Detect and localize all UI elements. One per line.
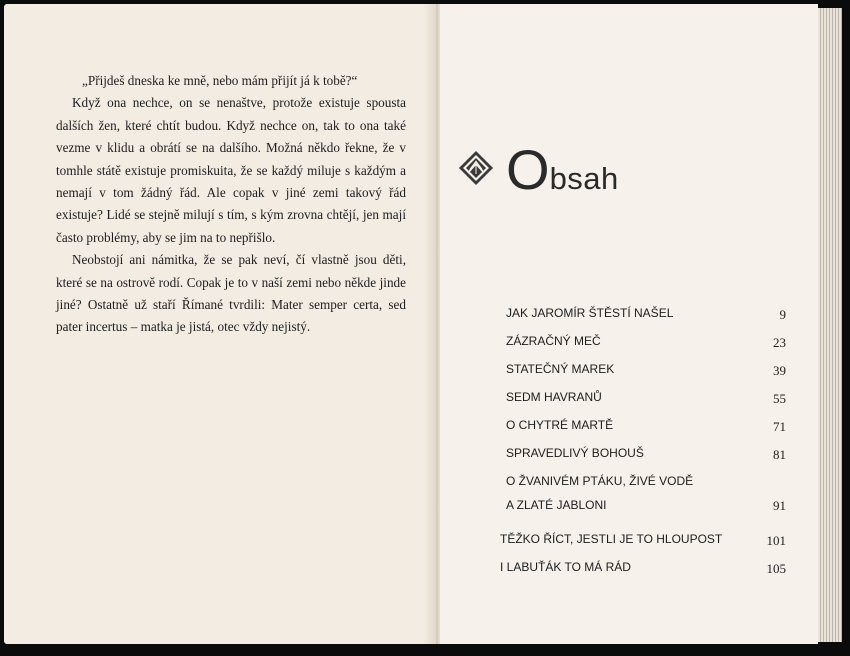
page-title [506,140,619,209]
page-edges [818,8,842,642]
toc-title: I LABUŤÁK TO MÁ RÁD [500,560,631,574]
toc-title-continued: A ZLATÉ JABLONI [506,498,607,512]
toc-page-number: 71 [773,419,786,434]
toc-title: SEDM HAVRANŮ [506,390,602,404]
diamond-book-emblem-icon [458,150,494,186]
toc-page-number: 9 [779,307,786,322]
toc-title: O CHYTRÉ MARTĚ [506,418,614,432]
toc-page-number: 81 [773,447,786,462]
left-page-text [56,70,406,339]
paragraph: Neobstojí ani námitka, že se pak neví, čí vlastně jsou děti, které se na ostrově rodí. Copak je to v naší zemi nebo někde jinde jiné? Ostatně už staří Římané tvrdili: Mater semper certa, sed pater incertus – matka je jistá, otec vždy nejistý. [56,252,406,335]
toc-page-number: 39 [773,363,786,378]
paragraph: Když ona nechce, on se nenaštve, protože existuje spousta dalších žen, které chtít budou. Když nechce on, tak to ona také vezme v klidu a obrátí se na dalšího. Možná někdo řekne, že v tomhle státě existuje promiskuita, že se každý miluje s každým a nemají v tom žádný řád. Ale copak v jiné zemi takový řád existuje? Lidé se stejně milují s tím, s kým zrovna chtějí, jen mají často problémy, aby se jim na to nepřišlo. [56,95,406,245]
toc-page-number: 105 [766,561,786,576]
toc-page-number: 91 [773,498,786,513]
toc-page-number: 55 [773,391,786,406]
toc-title: O ŽVANIVÉM PTÁKU, ŽIVÉ VODĚ [506,474,694,488]
title-initial: O [506,138,550,201]
title-rest: bsah [549,161,619,196]
toc-page-number: 101 [766,533,786,548]
toc-title: ZÁZRAČNÝ MEČ [506,334,601,348]
paragraph: „Přijdeš dneska ke mně, nebo mám přijít já k tobě?“ [82,73,358,88]
toc-title: TĚŽKO ŘÍCT, JESTLI JE TO HLOUPOST [500,532,723,546]
toc-title: JAK JAROMÍR ŠTĚSTÍ NAŠEL [506,306,674,320]
toc-page-number: 23 [773,335,786,350]
toc-title: STATEČNÝ MAREK [506,362,615,376]
toc-title: SPRAVEDLIVÝ BOHOUŠ [506,446,644,460]
